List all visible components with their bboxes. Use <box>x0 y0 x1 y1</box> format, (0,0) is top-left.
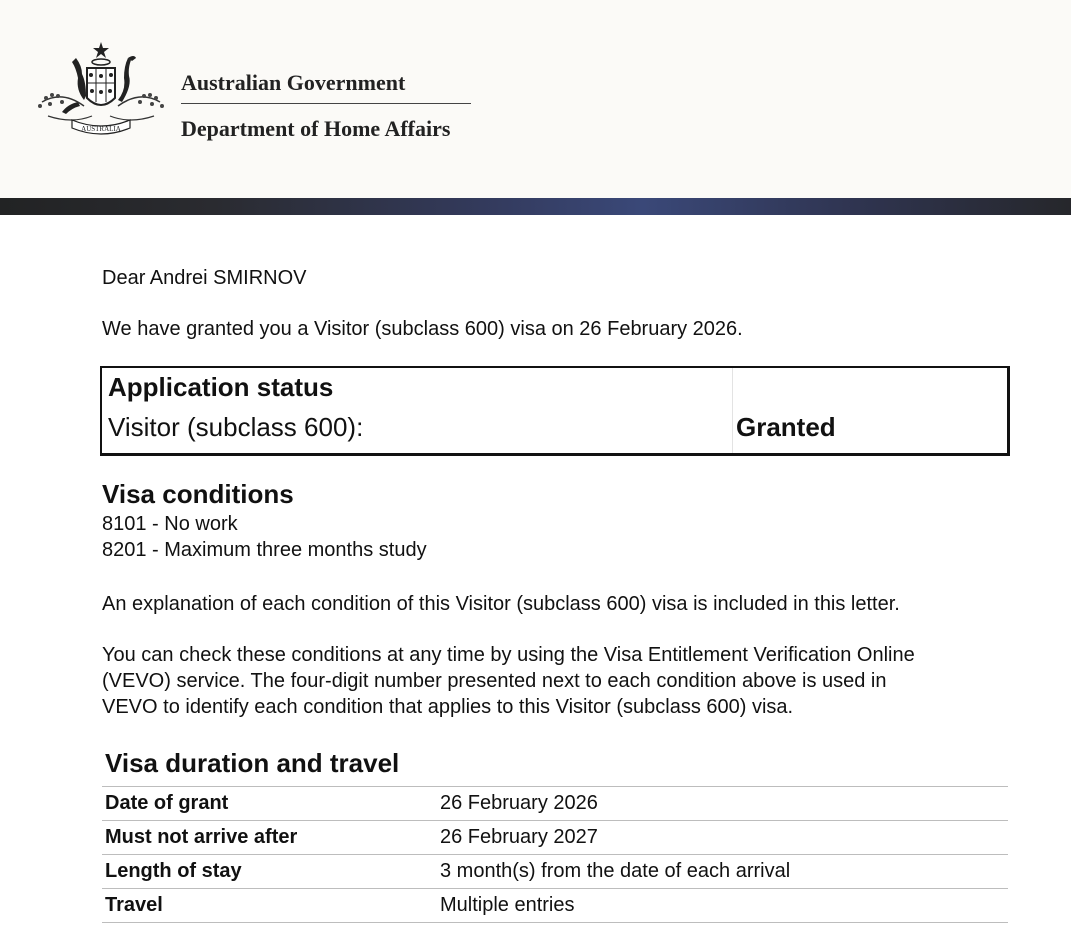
status-column-divider <box>732 368 733 453</box>
application-status-box <box>100 366 1010 456</box>
visa-duration-table <box>102 786 1008 923</box>
visa-duration-heading: Visa duration and travel <box>105 748 400 778</box>
crest-scroll-text: AUSTRALIA <box>81 125 121 133</box>
table-row <box>102 855 1008 889</box>
condition-item: 8101 - No work <box>102 513 238 535</box>
letterhead <box>0 0 1071 198</box>
row-value: 26 February 2027 <box>437 821 1008 855</box>
application-status-title: Application status <box>108 372 334 402</box>
table-row <box>102 787 1008 821</box>
status-value: Granted <box>736 412 836 442</box>
vevo-line: (VEVO) service. The four-digit number presented next to each condition above is used in <box>102 670 887 692</box>
coat-of-arms-icon <box>32 40 170 144</box>
row-label: Date of grant <box>102 787 437 821</box>
condition-item: 8201 - Maximum three months study <box>102 539 427 561</box>
row-label: Must not arrive after <box>102 821 437 855</box>
vevo-line: You can check these conditions at any time by using the Visa Entitlement Verification Online <box>102 644 915 666</box>
letterhead-divider <box>181 103 471 104</box>
salutation: Dear Andrei SMIRNOV <box>102 267 307 289</box>
vevo-line: VEVO to identify each condition that applies to this Visitor (subclass 600) visa. <box>102 696 794 718</box>
header-band <box>0 198 1071 215</box>
row-label: Travel <box>102 889 437 923</box>
visa-type-label: Visitor (subclass 600): <box>108 412 364 442</box>
grant-statement: We have granted you a Visitor (subclass 600) visa on 26 February 2026. <box>102 318 743 340</box>
department-name: Department of Home Affairs <box>181 116 451 141</box>
row-value: 3 month(s) from the date of each arrival <box>437 855 1008 889</box>
conditions-list <box>102 511 427 563</box>
row-value: Multiple entries <box>437 889 1008 923</box>
visa-conditions-heading: Visa conditions <box>102 479 294 509</box>
government-name: Australian Government <box>181 70 406 95</box>
vevo-paragraph <box>102 642 1022 720</box>
table-row <box>102 821 1008 855</box>
conditions-explanation: An explanation of each condition of this Visitor (subclass 600) visa is included in this letter. <box>102 593 900 615</box>
table-row <box>102 889 1008 923</box>
row-value: 26 February 2026 <box>437 787 1008 821</box>
row-label: Length of stay <box>102 855 437 889</box>
